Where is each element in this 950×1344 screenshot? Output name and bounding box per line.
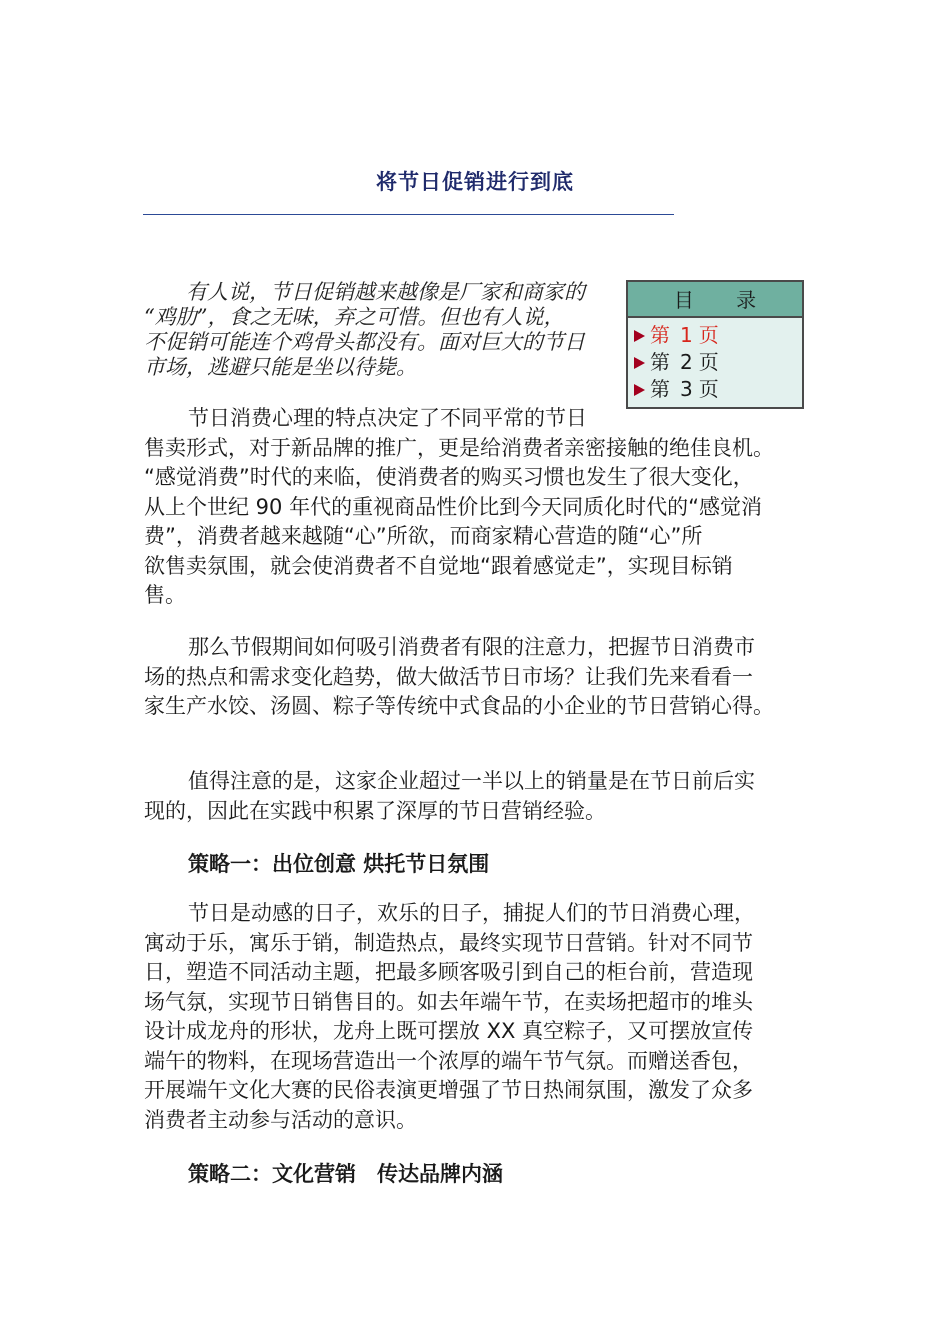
toc-link-page-2[interactable] (628, 349, 802, 376)
intro-quote (144, 280, 624, 380)
toc-link-suffix: 页 (698, 377, 719, 401)
toc-link-number: 3 (680, 377, 693, 401)
toc-link-prefix: 第 (650, 377, 670, 401)
toc-link-suffix: 页 (698, 323, 719, 347)
intro-line: 市场，逃避只能是坐以待毙。 (144, 355, 417, 379)
paragraph-line: 消费者主动参与活动的意识。 (144, 1107, 417, 1132)
intro-line: 有人说，节日促销越来越像是厂家和商家的 (144, 280, 585, 304)
toc-link-number: 2 (680, 350, 693, 374)
paragraph-line: 设计成龙舟的形状，龙舟上既可摆放 XX 真空粽子，又可摆放宣传 (144, 1019, 754, 1043)
paragraph-line: 售卖形式，对于新品牌的推广，更是给消费者亲密接触的绝佳良机。 (144, 435, 774, 460)
paragraph-sales-note (144, 767, 804, 826)
paragraph-line: 家生产水饺、汤圆、粽子等传统中式食品的小企业的节日营销心得。 (144, 694, 774, 718)
toc-link-page-3[interactable] (628, 376, 802, 403)
toc-link-page-1[interactable] (628, 322, 802, 349)
paragraph-consumer-psychology (144, 404, 804, 611)
paragraph-line: 从上个世纪 90 年代的重视商品性价比到今天同质化时代的“感觉消 (144, 494, 762, 519)
paragraph-line: “感觉消费”时代的来临，使消费者的购买习惯也发生了很大变化， (144, 465, 754, 489)
paragraph-line: 现的，因此在实践中积累了深厚的节日营销经验。 (144, 798, 606, 823)
paragraph-line: 场气氛，实现节日销售目的。如去年端午节，在卖场把超市的堆头 (144, 989, 753, 1014)
title-divider (143, 214, 674, 215)
paragraph-line: 寓动于乐，寓乐于销，制造热点，最终实现节日营销。针对不同节 (144, 930, 753, 955)
toc-link-suffix: 页 (698, 350, 719, 374)
page-title: 将节日促销进行到底 (376, 170, 574, 194)
table-of-contents (626, 280, 804, 409)
paragraph-line: 欲售卖氛围，就会使消费者不自觉地“跟着感觉走”，实现目标销 (144, 553, 733, 578)
toc-link-prefix: 第 (650, 323, 670, 347)
paragraph-attention (144, 633, 804, 722)
arrow-right-icon (634, 357, 645, 369)
paragraph-line: 那么节假期间如何吸引消费者有限的注意力，把握节日消费市 (188, 635, 755, 659)
toc-link-number: 1 (680, 323, 693, 347)
paragraph-line: 场的热点和需求变化趋势，做大做活节日市场？让我们先来看看一 (144, 664, 753, 689)
paragraph-line: 日，塑造不同活动主题，把最多顾客吸引到自己的柜台前，营造现 (144, 960, 753, 984)
paragraph-line: 值得注意的是，这家企业超过一半以上的销量是在节日前后实 (188, 769, 755, 793)
arrow-right-icon (634, 384, 645, 396)
intro-line: “鸡肋”，食之无味，弃之可惜。但也有人说， (144, 305, 565, 329)
paragraph-line: 售。 (144, 583, 186, 607)
arrow-right-icon (634, 330, 645, 342)
section-heading-strategy-1: 策略一：出位创意 烘托节日氛围 (188, 852, 490, 876)
intro-line: 不促销可能连个鸡骨头都没有。面对巨大的节日 (144, 330, 585, 354)
toc-link-prefix: 第 (650, 350, 670, 374)
paragraph-line: 端午的物料，在现场营造出一个浓厚的端午节气氛。而赠送香包， (144, 1048, 753, 1073)
paragraph-line: 节日是动感的日子，欢乐的日子，捕捉人们的节日消费心理， (188, 901, 755, 925)
toc-heading: 目 录 (628, 282, 802, 318)
paragraph-line: 开展端午文化大赛的民俗表演更增强了节日热闹氛围，激发了众多 (144, 1078, 753, 1102)
paragraph-line: 费”，消费者越来越随“心”所欲，而商家精心营造的随“心”所 (144, 524, 703, 548)
section-heading-strategy-2: 策略二：文化营销 传达品牌内涵 (188, 1162, 503, 1186)
paragraph-strategy-1 (144, 899, 804, 1135)
paragraph-line: 节日消费心理的特点决定了不同平常的节日 (188, 406, 587, 430)
